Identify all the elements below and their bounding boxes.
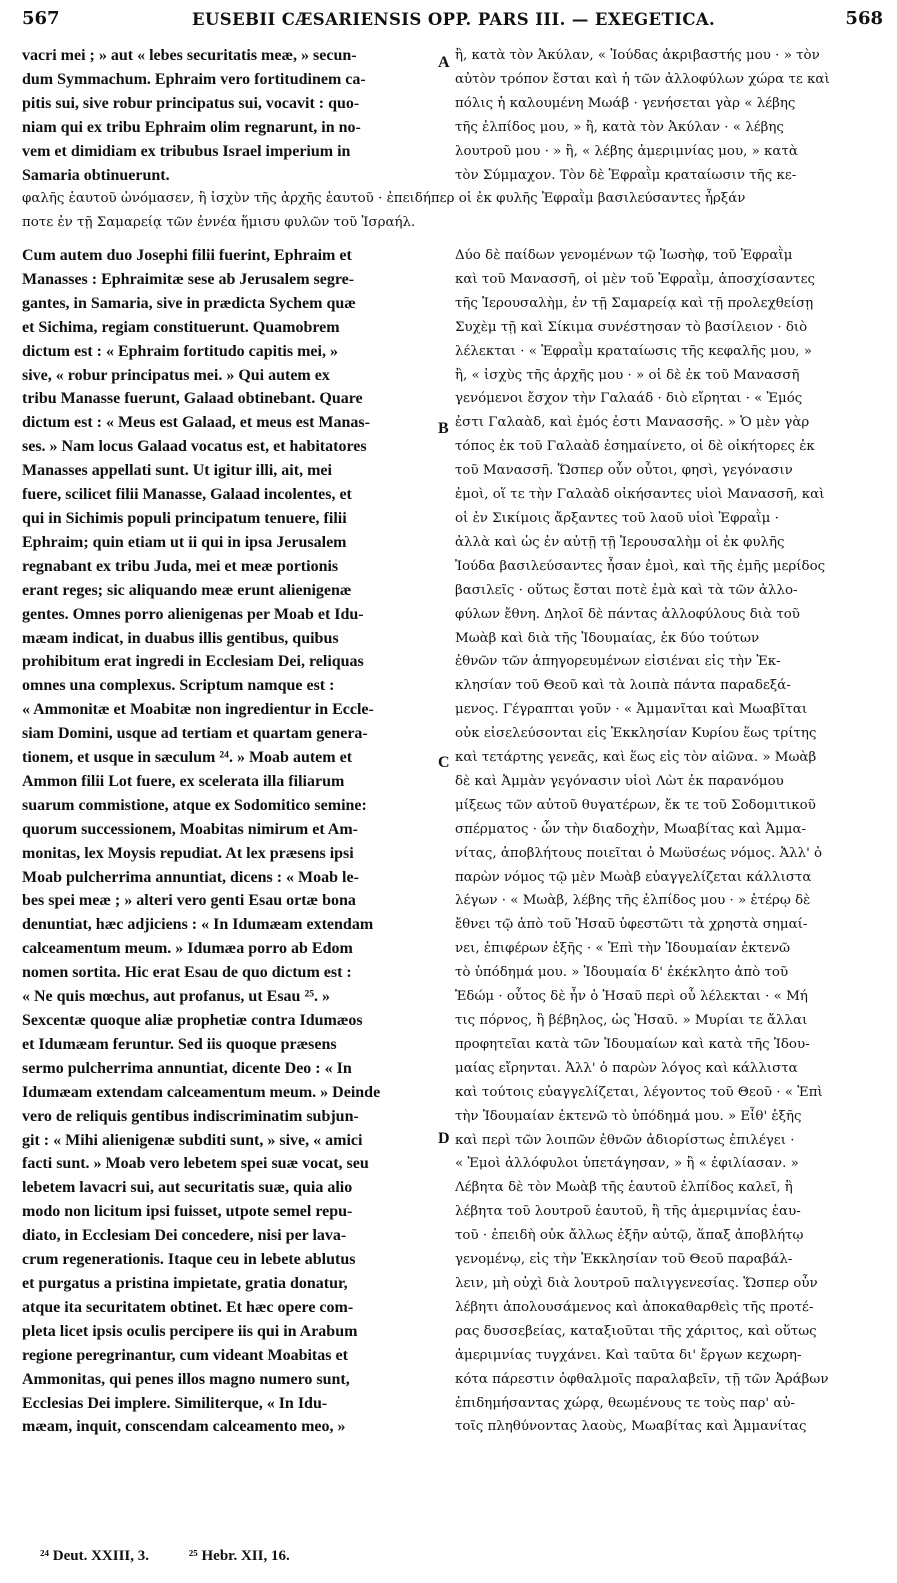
greek-text-line: νίτας, ἀποβλήτους ποιεῖται ὁ Μωϋσέως νόμος. Ἀλλ' ὁ <box>455 845 823 861</box>
latin-text-line: suarum commistione, atque ex Sodomitico semine: <box>22 796 367 814</box>
greek-text-line: Συχὲμ τῇ καὶ Σίκιμα συνέστησαν τὸ βασίλειον · διὸ <box>455 319 808 335</box>
greek-text-line: τόπος ἐκ τοῦ Γαλαὰδ ἐσημαίνετο, οἱ δὲ οἰκήτορες ἐκ <box>455 439 815 455</box>
margin-marker-b: B <box>438 420 449 437</box>
greek-text-line: τῆς ἐλπίδος μου, » ἢ, κατὰ τὸν Ἀκύλαν · « λέβης <box>455 119 784 135</box>
latin-text-line: Ammon filii Lot fuere, ex scelerata illa filiarum <box>22 772 345 790</box>
greek-text-line: βασιλεῖς · οὕτως ἔσται ποτὲ ἐμὰ καὶ τὰ τῶν ἀλλο- <box>455 582 798 598</box>
greek-text-line: οἱ ἐν Σικίμοις ἄρξαντες τοῦ λαοῦ υἱοὶ Ἐφραῒμ · <box>455 510 779 526</box>
greek-text-line: ἐστι Γαλαὰδ, καὶ ἐμός ἐστι Μανασσῆς. » Ὁ μὲν γὰρ <box>455 415 810 431</box>
latin-text-line: et Sichima, regiam constituerunt. Quamobrem <box>22 318 340 336</box>
greek-text-line: αὐτὸν τρόπον ἔσται καὶ ἡ τῶν ἀλλοφύλων χώρα τε καὶ <box>455 71 830 87</box>
latin-text-line: crum regenerationis. Itaque ceu in lebete ablutus <box>22 1251 356 1269</box>
latin-text-line: dum Symmachum. Ephraim vero fortitudinem ca- <box>22 70 366 88</box>
latin-text-line: « Ne quis mœchus, aut profanus, ut Esau ²⁵. » <box>22 988 331 1006</box>
latin-text-line: vacri mei ; » aut « lebes securitatis meæ, » secun- <box>22 47 357 64</box>
latin-text-line: regione peregrinantur, cum videant Moabitas et <box>22 1346 348 1364</box>
greek-text-line: μίξεως τῶν αὐτοῦ θυγατέρων, ἔκ τε τοῦ Σοδομιτικοῦ <box>455 797 816 813</box>
greek-text-line: Μωὰβ καὶ διὰ τῆς Ἰδουμαίας, ἐκ δύο τούτων <box>455 630 760 646</box>
running-header <box>22 8 883 38</box>
latin-text-line: dictum est : « Ephraim fortitudo capitis mei, » <box>22 342 338 360</box>
latin-text-line: tribu Manasse fuerunt, Galaad obtinebant. Quare <box>22 390 363 408</box>
latin-text-line: Idumæam extendam calceamentum meum. » Deinde <box>22 1083 381 1101</box>
latin-text-line: git : « Mihi alienigenæ subditi sunt, » sive, « amici <box>22 1131 363 1149</box>
greek-text-line: λέγων · « Μωὰβ, λέβης τῆς ἐλπίδος μου · » ἑτέρῳ δὲ <box>455 893 811 909</box>
latin-text-line: denuntiat, hæc adjiciens : « In Idumæam extendam <box>22 916 374 934</box>
latin-text-line: gentes. Omnes porro alienigenas per Moab et Idu- <box>22 605 364 623</box>
greek-text-line: τοῖς πληθύνοντας λαοὺς, Μωαβίτας καὶ Ἀμμανίτας <box>455 1419 807 1435</box>
greek-text-line: κλησίαν τοῦ Θεοῦ καὶ τὰ λοιπὰ πάντα παραδεξά- <box>455 678 791 694</box>
spanning-greek-line: φαλῆς ἑαυτοῦ ὠνόμασεν, ἢ ἰσχὺν τῆς ἀρχῆς ἑαυτοῦ · ἐπειδήπερ οἱ ἐκ φυλῆς Ἐφραῒμ βασιλεύσαντες ἦρξάν <box>22 191 746 206</box>
greek-text-line: οὐκ εἰσελεύσονται εἰς Ἐκκλησίαν Κυρίου ἕως τρίτης <box>455 726 817 742</box>
footnote-25: ²⁵ Hebr. XII, 16. <box>188 1548 290 1564</box>
greek-text-line: ἢ, « ἰσχὺς τῆς ἀρχῆς μου · » οἱ δὲ ἐκ τοῦ Μανασσῆ <box>455 367 800 383</box>
latin-text-line: facti sunt. » Moab vero lebetem spei suæ vocat, seu <box>22 1155 369 1173</box>
greek-text-line: νει, ἐπιφέρων ἑξῆς · « Ἐπὶ τὴν Ἰδουμαίαν ἐκτενῶ <box>455 941 791 957</box>
latin-text-line: « Ammonitæ et Moabitæ non ingredientur in Eccle- <box>22 701 374 719</box>
latin-text-line: Sexcentæ quoque aliæ prophetiæ contra Idumæos <box>22 1012 363 1029</box>
latin-text-line: siam Domini, usque ad tertiam et quartam genera- <box>22 725 368 743</box>
latin-text-line: nomen sortita. Hic erat Esau de quo dictum est : <box>22 964 352 982</box>
greek-column-main <box>455 244 881 1439</box>
latin-text-line: diato, in Ecclesiam Dei concedere, nisi per lava- <box>22 1227 347 1245</box>
latin-text-line: erant reges; sic aliquando meæ erunt alienigenæ <box>22 581 352 599</box>
greek-text-line: προφητεῖαι κατὰ τῶν Ἰδουμαίων καὶ κατὰ τῆς Ἰδου- <box>455 1036 810 1052</box>
greek-text-line: ἔθνει τῷ ἀπὸ τοῦ Ἡσαῦ ὑφεστῶτι τὰ χρηστὰ σημαί- <box>455 917 808 933</box>
greek-text-line: ρας δυσσεβείας, καταξιοῦται τῆς χάριτος, καὶ οὕτως <box>455 1323 817 1339</box>
greek-text-line: Ἐδώμ · οὗτος δὲ ἦν ὁ Ἡσαῦ περὶ οὗ λέλεκται · « Μή <box>455 989 808 1005</box>
greek-text-line: γενόμενοι ἔσχον τὴν Γαλαάδ · διὸ εἴρηται · « Ἐμός <box>455 391 803 407</box>
greek-text-line: τὸ ὑπόδημά μου. » Ἰδουμαία δ' ἐκέκλητο ἀπὸ τοῦ <box>455 965 789 981</box>
latin-text-line: tionem, et usque in sæculum ²⁴. » Moab autem et <box>22 749 353 767</box>
footnotes <box>40 1548 326 1565</box>
latin-text-line: dictum est : « Meus est Galaad, et meus est Manas- <box>22 414 370 432</box>
page-number-left: 567 <box>22 8 60 29</box>
greek-text-line: ἢ, κατὰ τὸν Ἀκύλαν, « Ἰούδας ἀκριβαστής μου · » τὸν <box>455 48 820 63</box>
greek-text-line: ἐπιδημήσαντας χώρᾳ, θεωμένους τε τοὺς παρ' αὐ- <box>455 1395 796 1411</box>
latin-text-line: sermo pulcherrima annuntiat, dicente Deo : « In <box>22 1059 352 1077</box>
greek-text-line: φύλων ἔθνη. Δηλοῖ δὲ πάντας ἀλλοφύλους διὰ τοῦ <box>455 606 800 622</box>
greek-text-line: ἐμοὶ, οἵ τε τὴν Γαλαὰδ οἰκήσαντες υἱοὶ Μανασσῆ, καὶ <box>455 487 825 503</box>
latin-text-line: modo non licitum ipsi fuisset, utpote semel repu- <box>22 1203 353 1221</box>
latin-text-line: vem et dimidiam ex tribubus Israel imperium in <box>22 142 351 160</box>
greek-text-line: καὶ τούτοις εὐαγγελίζεται, λέγοντος τοῦ Θεοῦ · « Ἐπὶ <box>455 1084 823 1100</box>
margin-marker-a: A <box>438 54 450 71</box>
greek-text-line: λέβητα τοῦ λουτροῦ ἑαυτοῦ, ἢ τῆς ἀμεριμνίας ἑαυ- <box>455 1204 801 1220</box>
greek-text-line: καὶ τοῦ Μανασσῆ, οἱ μὲν τοῦ Ἐφραῒμ, ἀποσχίσαντες <box>455 271 816 287</box>
latin-text-line: et purgatus a pristina impietate, gratia donatur, <box>22 1274 348 1292</box>
greek-text-line: κότα πάρεστιν ὀφθαλμοῖς παραλαβεῖν, τῇ τῶν Ἀράβων <box>455 1371 829 1387</box>
latin-text-line: Ecclesias Dei implere. Similiterque, « In Idu- <box>22 1394 328 1412</box>
margin-marker-d: D <box>438 1130 450 1147</box>
greek-text-line: λέλεκται · « Ἐφραῒμ κραταίωσις τῆς κεφαλῆς μου, » <box>455 343 812 359</box>
latin-text-line: gantes, in Samaria, sive in prædicta Sychem quæ <box>22 294 356 312</box>
greek-text-line: λειν, μὴ οὐχὶ διὰ λουτροῦ παλιγγενεσίας. Ὥσπερ οὖν <box>455 1275 818 1291</box>
latin-text-line: Ammonitas, qui penes illos magno numero sunt, <box>22 1370 350 1388</box>
greek-text-line: τῆς Ἱερουσαλὴμ, ἐν τῇ Σαμαρείᾳ καὶ τῇ προλεχθείσῃ <box>455 295 814 311</box>
latin-text-line: prohibitum erat ingredi in Ecclesiam Dei, reliquas <box>22 653 364 671</box>
greek-text-line: σπέρματος · ὧν τὴν διαδοχὴν, Μωαβίτας καὶ Ἀμμα- <box>455 821 807 837</box>
latin-column-main <box>22 244 434 1439</box>
greek-text-line: Δύο δὲ παίδων γενομένων τῷ Ἰωσὴφ, τοῦ Ἐφραῒμ <box>455 248 793 263</box>
greek-text-line: λέβητι ἀπολουσάμενος καὶ ἀποκαθαρθεὶς τῆς προτέ- <box>455 1299 814 1315</box>
greek-text-line: Λέβητα δὲ τὸν Μωὰβ τῆς ἑαυτοῦ ἐλπίδος καλεῖ, ἢ <box>455 1180 793 1196</box>
greek-text-line: τις πόρνος, ἢ βέβηλος, ὡς Ἡσαῦ. » Μυρίαι τε ἄλλαι <box>455 1013 808 1028</box>
greek-text-line: τὸν Σύμμαχον. Τὸν δὲ Ἐφραῒμ κραταίωσιν τῆς κε- <box>455 167 797 183</box>
greek-text-line: μενος. Γέγραπται γοῦν · « Ἀμμανῖται καὶ Μωαβῖται <box>455 702 808 718</box>
greek-text-line: τὴν Ἰδουμαίαν ἐκτενῶ τὸ ὑπόδημά μου. » Εἶθ' ἑξῆς <box>455 1108 802 1124</box>
margin-marker-c: C <box>438 754 450 771</box>
greek-text-line: ἀλλὰ καὶ ὡς ἐν αὐτῇ τῇ Ἱερουσαλὴμ οἱ ἐκ φυλῆς <box>455 534 785 550</box>
greek-text-line: δὲ καὶ Ἀμμὰν γεγόνασιν υἱοὶ Λὼτ ἐκ παρανόμου <box>455 773 784 789</box>
greek-text-line: καὶ τετάρτης γενεᾶς, καὶ ἕως εἰς τὸν αἰῶνα. » Μωὰβ <box>455 750 817 766</box>
latin-text-line: monitas, lex Moysis repudiat. At lex præsens ipsi <box>22 844 354 862</box>
latin-text-line: regnabant ex tribu Juda, mei et meæ portionis <box>22 557 339 575</box>
latin-text-line: et Idumæam feruntur. Sed iis quoque præsens <box>22 1035 337 1053</box>
greek-text-line: « Ἐμοὶ ἀλλόφυλοι ὑπετάγησαν, » ἢ « ἐφιλίασαν. » <box>455 1156 799 1172</box>
latin-text-line: quorum successionem, Moabitas nimirum et Am- <box>22 820 358 838</box>
spanning-greek-line: ποτε ἐν τῇ Σαμαρείᾳ τῶν ἐννέα ἥμισυ φυλῶν τοῦ Ἰσραήλ. <box>22 215 416 230</box>
greek-text-line: πόλις ἡ καλουμένη Μωάβ · γενήσεται γὰρ « λέβης <box>455 95 796 111</box>
greek-column-top <box>455 44 881 187</box>
greek-text-line: καὶ περὶ τῶν λοιπῶν ἐθνῶν ἀδιορίστως ἐπιλέγει · <box>455 1132 795 1148</box>
latin-text-line: qui in Sichimis populi principatum tenuere, filii <box>22 509 347 527</box>
latin-column-top <box>22 44 434 187</box>
latin-text-line: lebetem lavacri sui, aut securitatis suæ, quia alio <box>22 1179 353 1197</box>
greek-text-line: τοῦ · ἐπειδὴ οὐκ ἄλλως ἐξῆν αὐτῷ, ἅπαξ ἀποβλήτῳ <box>455 1228 804 1244</box>
latin-text-line: calceamentum meum. » Idumæa porro ab Edom <box>22 940 353 958</box>
latin-text-line: mæam indicat, in duabus illis gentibus, quibus <box>22 629 339 647</box>
latin-text-line: pleta licet ipsis oculis percipere iis qui in Arabum <box>22 1322 358 1340</box>
latin-text-line: vero de reliquis gentibus indiscriminatim subjun- <box>22 1107 359 1125</box>
greek-text-line: γενομένῳ, εἰς τὴν Ἐκκλησίαν τοῦ Θεοῦ παραβάλ- <box>455 1252 793 1268</box>
latin-text-line: bes spei meæ ; » alteri vero genti Esau ortæ bona <box>22 892 356 910</box>
latin-text-line: Ephraim; quin etiam ut ii qui in ipsa Jerusalem <box>22 533 347 551</box>
latin-text-line: Cum autem duo Josephi filii fuerint, Ephraim et <box>22 247 352 264</box>
greek-text-line: μαίας εἴρηνται. Ἀλλ' ὁ παρὼν λόγος καὶ κάλλιστα <box>455 1060 798 1076</box>
latin-text-line: omnes una complexus. Scriptum namque est : <box>22 677 335 695</box>
latin-text-line: Moab pulcherrima annuntiat, dicens : « Moab le- <box>22 868 359 886</box>
latin-text-line: niam qui ex tribu Ephraim olim regnarunt, in no- <box>22 118 361 136</box>
greek-text-line: παρὼν νόμος τῷ μὲν Μωὰβ εὐαγγελίζεται κάλλιστα <box>455 869 812 885</box>
running-title: EUSEBII CÆSARIENSIS OPP. PARS III. — EXEGETICA. <box>192 10 716 29</box>
greek-text-line: τοῦ Μανασσῆ. Ὥσπερ οὖν οὗτοι, φησὶ, γεγόνασιν <box>455 463 793 479</box>
greek-text-line: ἀμεριμνίας τυγχάνει. Καὶ ταῦτα δι' ἔργων κεχωρη- <box>455 1347 802 1363</box>
latin-text-line: ses. » Nam locus Galaad vocatus est, et habitatores <box>22 438 367 456</box>
greek-text-line: λουτροῦ μου · » ἢ, « λέβης ἀμεριμνίας μου, » κατὰ <box>455 143 798 159</box>
latin-text-line: sive, « robur principatus mei. » Qui autem ex <box>22 366 330 384</box>
latin-text-line: Manasses appellati sunt. Ut igitur illi, ait, mei <box>22 462 332 480</box>
latin-text-line: atque ita securitatem obtinet. Et hæc opere com- <box>22 1298 354 1316</box>
page-number-right: 568 <box>845 8 883 29</box>
greek-text-line: Ἰούδα βασιλεύσαντες ἦσαν ἐμοὶ, καὶ τῆς ἐμῆς μερίδος <box>455 558 826 574</box>
latin-text-line: mæam, inquit, conscendam calceamento meo, » <box>22 1418 346 1436</box>
footnote-24: ²⁴ Deut. XXIII, 3. <box>40 1548 149 1564</box>
latin-text-line: fuere, scilicet filii Manasse, Galaad incolentes, et <box>22 486 352 504</box>
greek-text-line: ἐθνῶν τῶν ἀπηγορευμένων εἰσιέναι εἰς τὴν Ἐκ- <box>455 654 781 670</box>
latin-text-line: Manasses : Ephraimitæ sese ab Jerusalem segre- <box>22 270 355 288</box>
latin-text-line: pitis sui, sive robur principatus sui, vocavit : quo- <box>22 94 360 112</box>
latin-text-line: Samaria obtinuerunt. <box>22 166 170 184</box>
